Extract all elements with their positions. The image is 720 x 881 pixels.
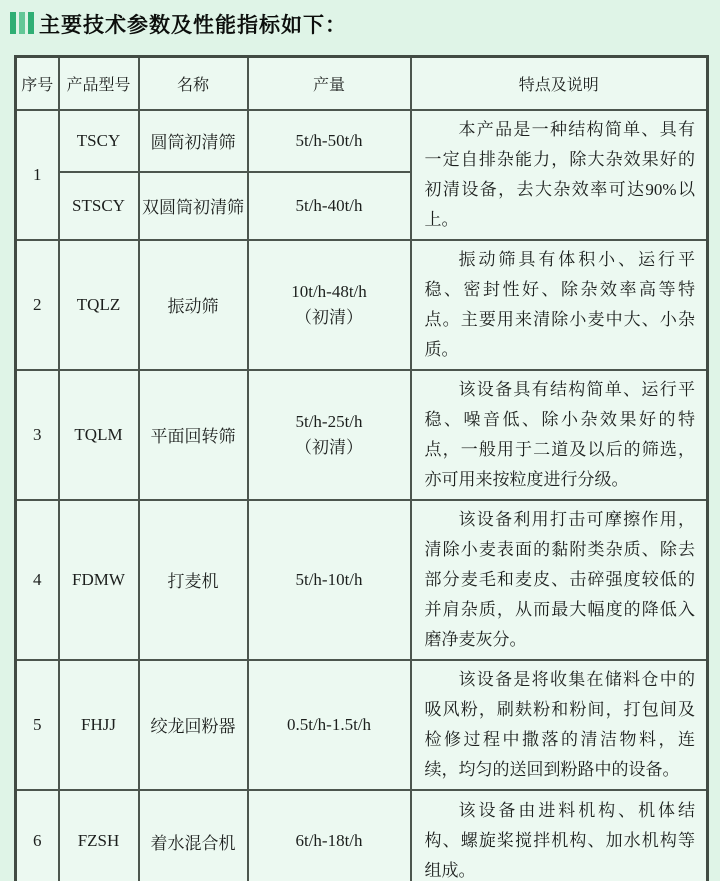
page-title: 主要技术参数及性能指标如下： bbox=[39, 14, 347, 37]
model-cell: FHJJ bbox=[59, 660, 139, 790]
model-cell: STSCY bbox=[59, 172, 139, 240]
header-output: 产量 bbox=[248, 57, 411, 110]
section-title-row bbox=[0, 0, 720, 55]
output-cell bbox=[248, 370, 411, 500]
model-cell: FDMW bbox=[59, 500, 139, 660]
output-cell bbox=[248, 240, 411, 370]
header-features: 特点及说明 bbox=[411, 57, 708, 110]
output-line: 0.5t/h-1.5t/h bbox=[286, 714, 372, 734]
name-cell: 振动筛 bbox=[139, 240, 248, 370]
spec-table-body bbox=[16, 110, 708, 881]
row-number-cell: 4 bbox=[16, 500, 59, 660]
output-cell bbox=[248, 790, 411, 881]
table-row bbox=[16, 500, 708, 660]
description-text: 该设备利用打击可摩擦作用，清除小麦表面的黏附类杂质、除去部分麦毛和麦皮、击碎强度较低的并肩杂质，从而最大幅度的降低入磨净麦灰分。 bbox=[424, 509, 695, 649]
name-cell: 圆筒初清筛 bbox=[139, 110, 248, 172]
description-cell bbox=[411, 240, 708, 370]
description-text: 该设备由进料机构、机体结构、螺旋桨搅拌机构、加水机构等组成。 bbox=[424, 801, 695, 881]
model-cell: TSCY bbox=[59, 110, 139, 172]
description-text: 振动筛具有体积小、运行平稳、密封性好、除杂效率高等特点。主要用来清除小麦中大、小杂质。 bbox=[424, 249, 695, 359]
output-line: 10t/h-48t/h bbox=[291, 281, 367, 301]
output-cell bbox=[248, 500, 411, 660]
model-cell: FZSH bbox=[59, 790, 139, 881]
header-seq: 序号 bbox=[16, 57, 59, 110]
row-number-cell: 1 bbox=[16, 110, 59, 240]
description-text: 本产品是一种结构简单、具有一定自排杂能力，除大杂效果好的初清设备，去大杂效率可达90%以上。 bbox=[424, 119, 695, 229]
table-row bbox=[16, 370, 708, 500]
description-cell bbox=[411, 660, 708, 790]
name-cell: 打麦机 bbox=[139, 500, 248, 660]
name-cell: 平面回转筛 bbox=[139, 370, 248, 500]
row-number-cell: 2 bbox=[16, 240, 59, 370]
green-bars-icon bbox=[10, 12, 34, 34]
table-row bbox=[16, 790, 708, 881]
output-line: （初清） bbox=[295, 437, 363, 457]
output-line: 5t/h-25t/h bbox=[295, 411, 363, 431]
spec-table bbox=[14, 55, 709, 881]
name-cell: 绞龙回粉器 bbox=[139, 660, 248, 790]
description-text: 该设备具有结构简单、运行平稳、噪音低、除小杂效果好的特点，一般用于二道及以后的筛选，亦可用来按粒度进行分级。 bbox=[424, 379, 695, 489]
output-line: （初清） bbox=[295, 307, 363, 327]
description-cell bbox=[411, 370, 708, 500]
name-cell: 双圆筒初清筛 bbox=[139, 172, 248, 240]
output-cell bbox=[248, 172, 411, 240]
table-row bbox=[16, 110, 708, 172]
description-cell bbox=[411, 110, 708, 240]
row-number-cell: 5 bbox=[16, 660, 59, 790]
header-model: 产品型号 bbox=[59, 57, 139, 110]
row-number-cell: 3 bbox=[16, 370, 59, 500]
output-line: 5t/h-10t/h bbox=[295, 569, 363, 589]
output-cell bbox=[248, 660, 411, 790]
row-number-cell: 6 bbox=[16, 790, 59, 881]
table-header-row bbox=[16, 57, 708, 110]
output-line: 5t/h-40t/h bbox=[295, 195, 363, 215]
table-row bbox=[16, 660, 708, 790]
model-cell: TQLZ bbox=[59, 240, 139, 370]
table-row bbox=[16, 240, 708, 370]
output-cell bbox=[248, 110, 411, 172]
header-name: 名称 bbox=[139, 57, 248, 110]
output-line: 6t/h-18t/h bbox=[295, 831, 363, 851]
description-cell bbox=[411, 500, 708, 660]
name-cell: 着水混合机 bbox=[139, 790, 248, 881]
output-line: 5t/h-50t/h bbox=[295, 130, 363, 150]
description-cell bbox=[411, 790, 708, 881]
description-text: 该设备是将收集在储料仓中的吸风粉，刷麸粉和粉间，打包间及检修过程中撒落的清洁物料，连续，均匀的送回到粉路中的设备。 bbox=[424, 669, 695, 779]
model-cell: TQLM bbox=[59, 370, 139, 500]
